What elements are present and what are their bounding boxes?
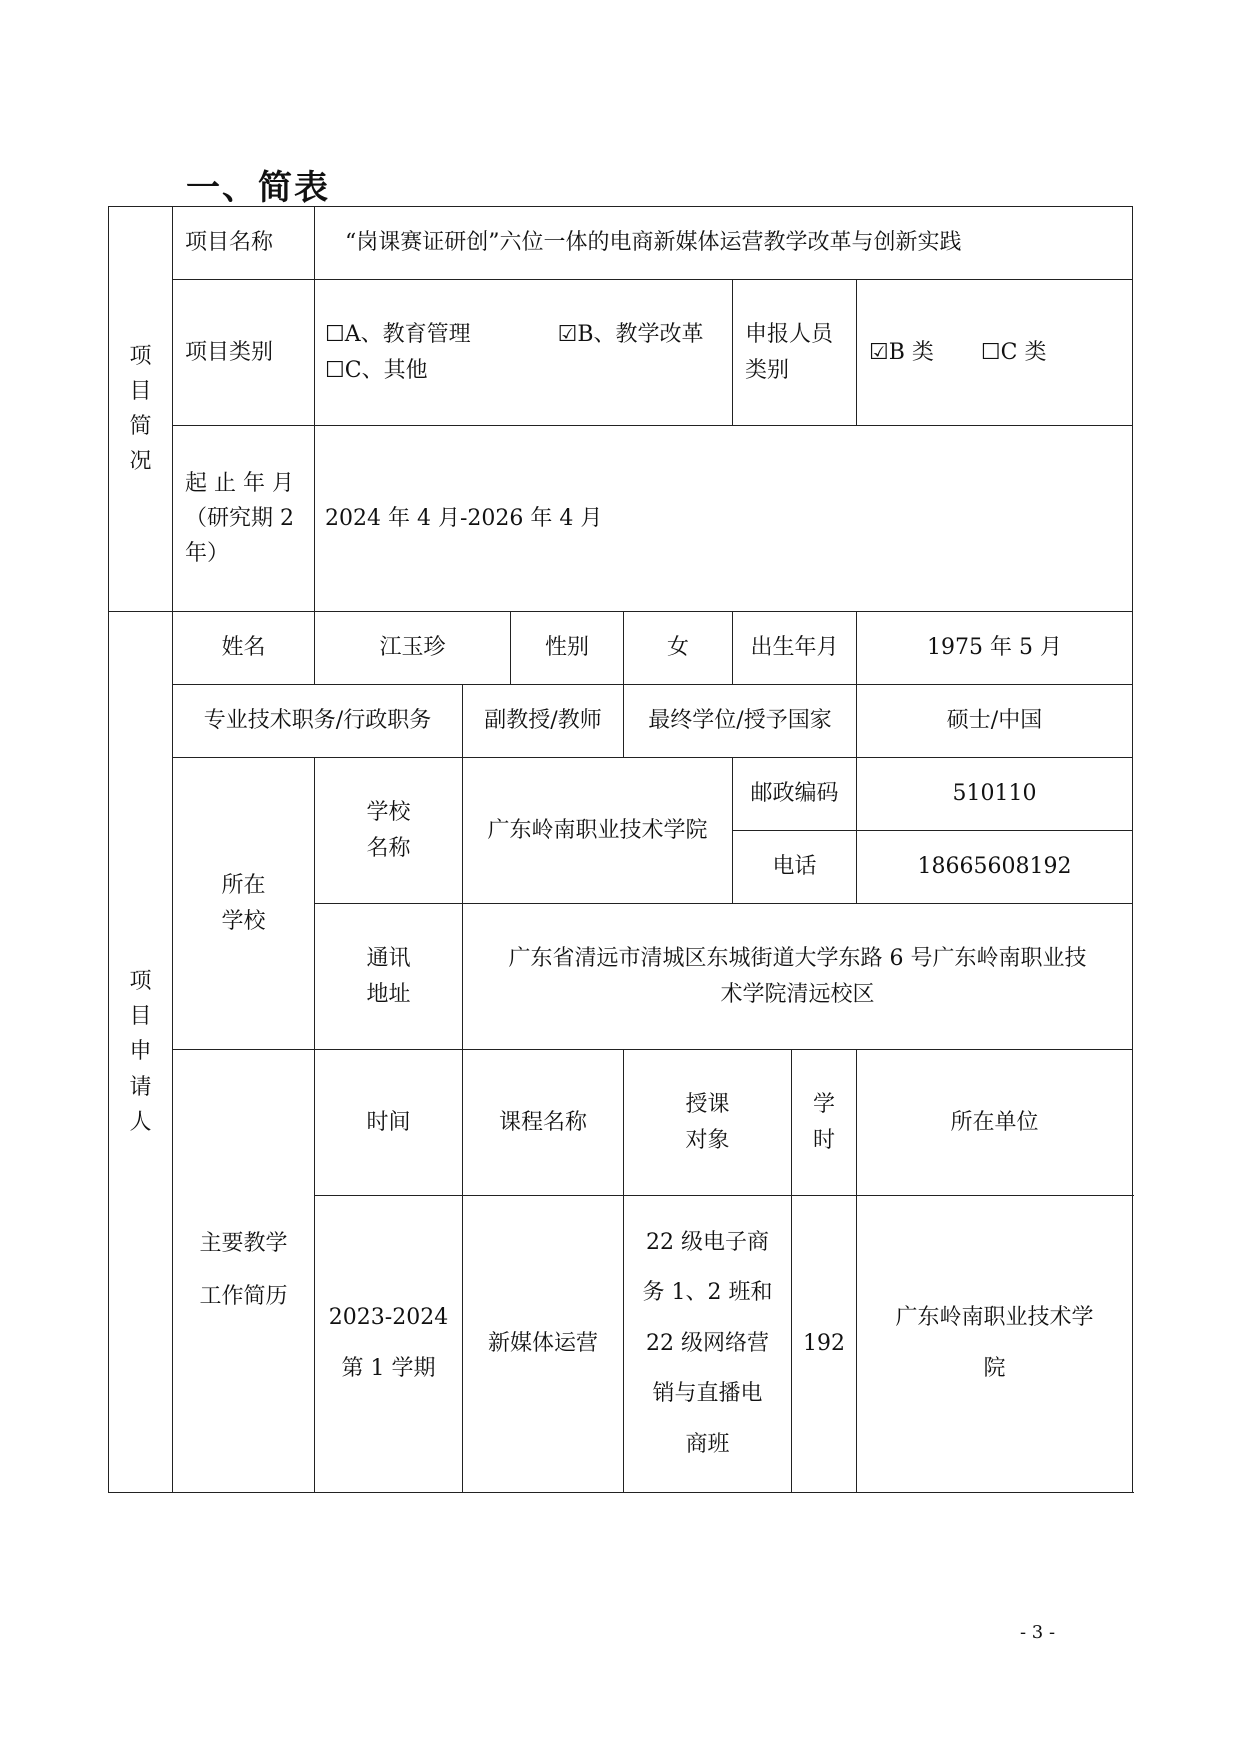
birth-date: 1975 年 5 月 [857,612,1133,685]
school-label-line: 学校 [221,908,266,934]
period-label-line: 年） [185,541,230,567]
category-options [315,280,733,426]
page-title: 一、简表 [186,168,330,208]
checkbox-unchecked-icon[interactable]: ☐ [325,357,345,383]
applicant-section-char: 目 [129,1004,152,1030]
history-time-line: 2023-2024 [328,1305,449,1331]
overview-section-char: 况 [129,449,152,475]
history-unit-line: 广东岭南职业技术学 [895,1305,1094,1331]
category-option-c[interactable] [325,358,428,383]
history-header-time: 时间 [315,1050,463,1196]
period-label [173,426,315,612]
applicant-type-option-b[interactable] [869,340,934,365]
birth-label: 出生年月 [733,612,857,685]
history-header-course: 课程名称 [463,1050,624,1196]
applicant-section-char: 请 [129,1074,152,1100]
history-target-line: 商班 [685,1431,730,1457]
applicant-type-label-line: 申报人员 [745,322,834,348]
history-target [624,1196,792,1493]
address-label-line: 地址 [366,981,411,1007]
history-header-hours-line: 时 [812,1127,835,1153]
applicant-section-char: 项 [129,969,152,995]
application-form-table [108,206,1133,1493]
overview-section-char: 简 [129,414,152,439]
professional-title-label: 专业技术职务/行政职务 [173,685,463,758]
checkbox-unchecked-icon[interactable]: ☐ [325,322,345,348]
history-unit [857,1196,1133,1493]
address-label-line: 通讯 [366,946,411,972]
history-target-line: 务 1、2 班和 [642,1280,773,1306]
category-option-b-label: B、教学改革 [577,322,704,348]
checkbox-checked-icon[interactable]: ☑ [869,339,889,365]
history-time-line: 第 1 学期 [341,1356,436,1381]
teaching-history-label-line: 主要教学 [199,1231,288,1257]
history-time [315,1196,463,1493]
school-label-line: 所在 [221,873,266,899]
history-header-target-line: 授课 [685,1092,730,1118]
overview-section-char: 项 [129,343,152,369]
professional-title: 副教授/教师 [463,685,624,758]
history-header-unit: 所在单位 [857,1050,1133,1196]
phone-label: 电话 [733,831,857,904]
history-hours: 192 [792,1196,857,1493]
research-period: 2024 年 4 月-2026 年 4 月 [315,426,1133,612]
period-label-line: （研究期 2 [185,505,294,531]
history-header-hours-line: 学 [812,1092,835,1118]
checkbox-checked-icon[interactable]: ☑ [557,322,578,348]
applicant-section-label [109,612,173,1493]
period-label-line: 起 止 年 月 [185,470,294,496]
applicant-type-option-c[interactable] [981,340,1047,365]
school-name: 广东岭南职业技术学院 [463,758,733,904]
teaching-history-label [173,1050,315,1493]
history-header-hours [792,1050,857,1196]
address-line: 广东省清远市清城区东城街道大学东路 6 号广东岭南职业技 [508,946,1087,972]
applicant-type-label-line: 类别 [745,357,790,383]
applicant-type-label [733,280,857,426]
history-target-line: 22 级电子商 [646,1229,769,1255]
school-name-label-line: 名称 [366,835,411,861]
applicant-type-options [857,280,1133,426]
school-name-label-line: 学校 [366,800,411,826]
history-header-target-line: 对象 [685,1127,730,1153]
postcode-label: 邮政编码 [733,758,857,831]
history-unit-line: 院 [983,1356,1006,1381]
category-option-a-label: A、教育管理 [344,322,471,348]
degree: 硕士/中国 [857,685,1133,758]
overview-section-char: 目 [129,378,152,404]
gender-label: 性别 [511,612,624,685]
applicant-section-char: 申 [129,1039,152,1065]
school-label [173,758,315,1050]
degree-label: 最终学位/授予国家 [624,685,857,758]
history-course: 新媒体运营 [463,1196,624,1493]
address-label [315,904,463,1050]
project-name: “岗课赛证研创”六位一体的电商新媒体运营教学改革与创新实践 [315,207,1133,280]
history-header-target [624,1050,792,1196]
applicant-type-option-b-label: B 类 [888,339,934,365]
category-label: 项目类别 [173,280,315,426]
overview-section-label [109,207,173,612]
phone: 18665608192 [857,831,1133,904]
project-name-label: 项目名称 [173,207,315,280]
category-option-a[interactable] [325,322,471,347]
category-option-c-label: C、其他 [344,357,428,383]
applicant-name: 江玉珍 [315,612,511,685]
mailing-address [463,904,1133,1050]
applicant-type-option-c-label: C 类 [1000,339,1047,365]
page-number: - 3 - [1020,1622,1056,1643]
checkbox-unchecked-icon[interactable]: ☐ [980,339,1001,365]
gender: 女 [624,612,733,685]
school-name-label [315,758,463,904]
history-target-line: 22 级网络营 [646,1330,769,1356]
address-line: 术学院清远校区 [720,981,875,1007]
applicant-section-char: 人 [129,1109,152,1135]
category-option-b[interactable] [558,322,704,347]
teaching-history-label-line: 工作简历 [199,1284,288,1309]
postcode: 510110 [857,758,1133,831]
name-label: 姓名 [173,612,315,685]
history-target-line: 销与直播电 [652,1381,763,1407]
